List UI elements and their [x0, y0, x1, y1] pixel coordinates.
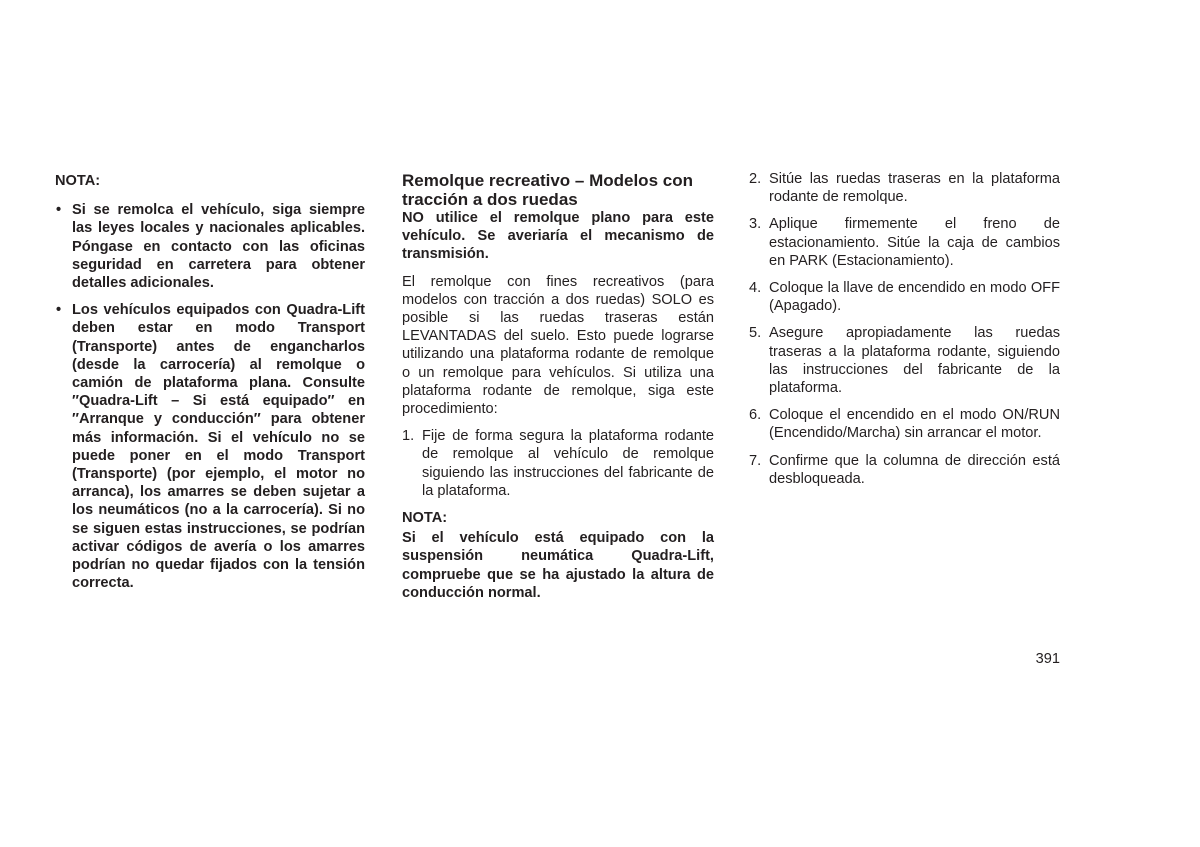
step-text: Aplique firmemente el freno de estacionamiento. Sitúe la caja de cambios en PARK (Estacionamiento).	[769, 216, 1060, 269]
step-text: Sitúe las ruedas traseras en la plataforma rodante de remolque.	[769, 171, 1060, 206]
step-text: Fije de forma segura la plataforma rodante de remolque al vehículo de remolque siguiendo las instrucciones del fabricante de la plataforma.	[422, 428, 714, 499]
step-item	[749, 215, 1060, 270]
bullet-item	[55, 301, 365, 592]
bullet-text: Los vehículos equipados con Quadra-Lift deben estar en modo Transport (Transporte) antes de engancharlos (desde la carrocería) al remolque o camión de plataforma plana. Consulte ″Quadra-Lift – Si está equipado″ en ″Arranque y conducción″ para obtener más información. Si el vehículo no se puede poner en el modo Transport (Transporte) (por ejemplo, el motor no arranca), los amarres se deben sujetar a los neumáticos (no a la carrocería). Si no se siguen estas instrucciones, se podrían activar códigos de avería o los amarres podrían no quedar fijados con la tensión correcta.	[72, 302, 365, 592]
note-text: Si el vehículo está equipado con la suspensión neumática Quadra-Lift, compruebe que se ha ajustado la altura de conducción normal.	[402, 530, 714, 601]
step-item	[749, 324, 1060, 397]
section-heading: Remolque recreativo – Modelos con tracción a dos ruedas	[402, 171, 693, 209]
step-number: 2.	[749, 171, 762, 187]
page-number: 391	[1035, 651, 1060, 667]
step-item	[749, 452, 1060, 488]
step-number: 6.	[749, 407, 762, 424]
step-item	[749, 279, 1060, 315]
bullet-icon: •	[56, 202, 62, 219]
step-item	[402, 427, 714, 500]
step-text: Coloque el encendido en el modo ON/RUN (Encendido/Marcha) sin arrancar el motor.	[769, 407, 1060, 442]
step-item	[749, 170, 1060, 206]
step-number: 3.	[749, 216, 762, 233]
note-label: NOTA:	[402, 510, 448, 527]
note-bullet-list	[55, 201, 365, 592]
note-label: NOTA:	[55, 173, 101, 189]
step-text: Asegure apropiadamente las ruedas traseras a la plataforma rodante, siguiendo las instrucciones del fabricante de la plataforma.	[769, 325, 1060, 397]
warning-text: NO utilice el remolque plano para este vehículo. Se averiaría el mecanismo de transmisión.	[402, 210, 714, 263]
bullet-icon: •	[56, 302, 62, 319]
step-number: 4.	[749, 280, 762, 297]
step-list	[402, 427, 714, 500]
step-number: 5.	[749, 325, 762, 342]
bullet-text: Si se remolca el vehículo, siga siempre las leyes locales y nacionales aplicables. Póngase en contacto con las oficinas seguridad en carretera para obtener detalles adicionales.	[72, 202, 365, 292]
step-item	[749, 406, 1060, 442]
step-text: Coloque la llave de encendido en modo OFF (Apagado).	[769, 280, 1060, 315]
step-text: Confirme que la columna de dirección está desbloqueada.	[769, 452, 1060, 487]
step-number: 7.	[749, 452, 762, 469]
middle-column	[402, 170, 714, 602]
step-number: 1.	[402, 428, 415, 445]
step-list	[749, 170, 1060, 488]
right-column	[749, 170, 1060, 497]
left-column	[55, 170, 365, 601]
body-paragraph: El remolque con fines recreativos (para modelos con tracción a dos ruedas) SOLO es posible si las ruedas traseras están LEVANTADAS del suelo. Esto puede lograrse utilizando una plataforma rodante de remolque o un remolque para vehículos. Si utiliza una plataforma rodante de remolque, siga este procedimiento:	[402, 273, 714, 418]
bullet-item	[55, 201, 365, 292]
